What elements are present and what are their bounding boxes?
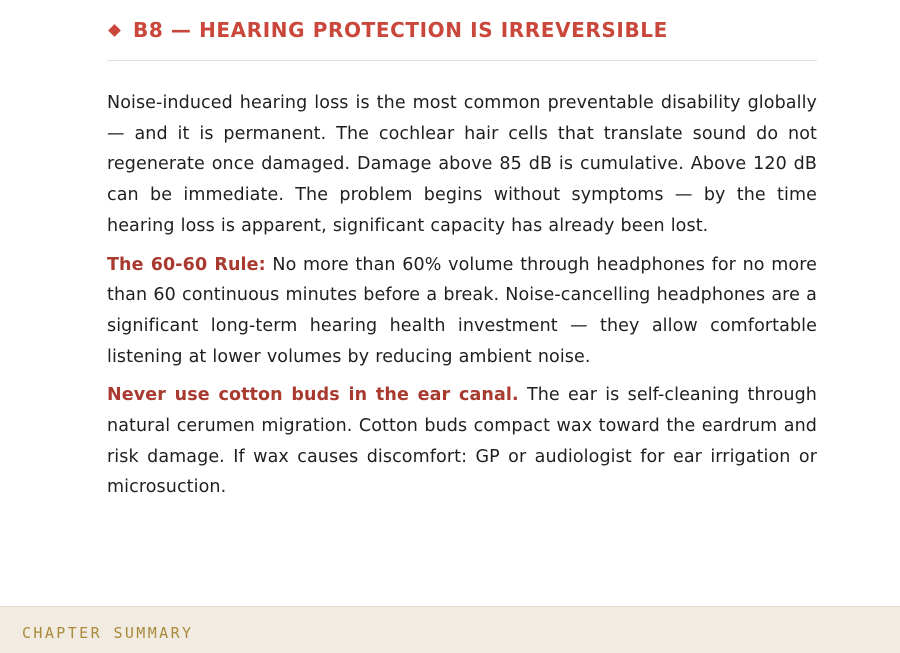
paragraph-60-60-rule-lead: The 60-60 Rule:	[107, 254, 266, 275]
paragraph-cotton-buds	[107, 380, 817, 503]
section-content	[107, 0, 817, 503]
paragraph-cotton-buds-text: The ear is self-cleaning through natural cerumen migration. Cotton buds compact wax toward the eardrum and risk damage. If wax causes discomfort: GP or audiologist for ear irrigation or microsuction.	[107, 385, 817, 498]
paragraph-60-60-rule-text: No more than 60% volume through headphones for no more than 60 continuous minutes before a break. Noise-cancelling headphones are a significant long-term hearing health investment — they allow comfortable listening at lower volumes by reducing ambient noise.	[107, 254, 817, 367]
paragraph-60-60-rule	[107, 250, 817, 373]
section-heading-text: B8 — HEARING PROTECTION IS IRREVERSIBLE	[133, 18, 668, 42]
paragraph-intro	[107, 88, 817, 242]
diamond-icon	[108, 24, 121, 37]
section-heading	[107, 0, 817, 42]
paragraph-intro-text: Noise-induced hearing loss is the most common preventable disability globally — and it is permanent. The cochlear hair cells that translate sound do not regenerate once damaged. Damage above 85 dB is cumulative. Above 120 dB can be immediate. The problem begins without symptoms — by the time hearing loss is apparent, significant capacity has already been lost.	[107, 93, 817, 236]
heading-divider	[107, 60, 817, 61]
paragraph-cotton-buds-lead: Never use cotton buds in the ear canal.	[107, 385, 519, 406]
chapter-summary-label: CHAPTER SUMMARY	[22, 624, 194, 642]
chapter-summary-bar[interactable]	[0, 606, 900, 653]
